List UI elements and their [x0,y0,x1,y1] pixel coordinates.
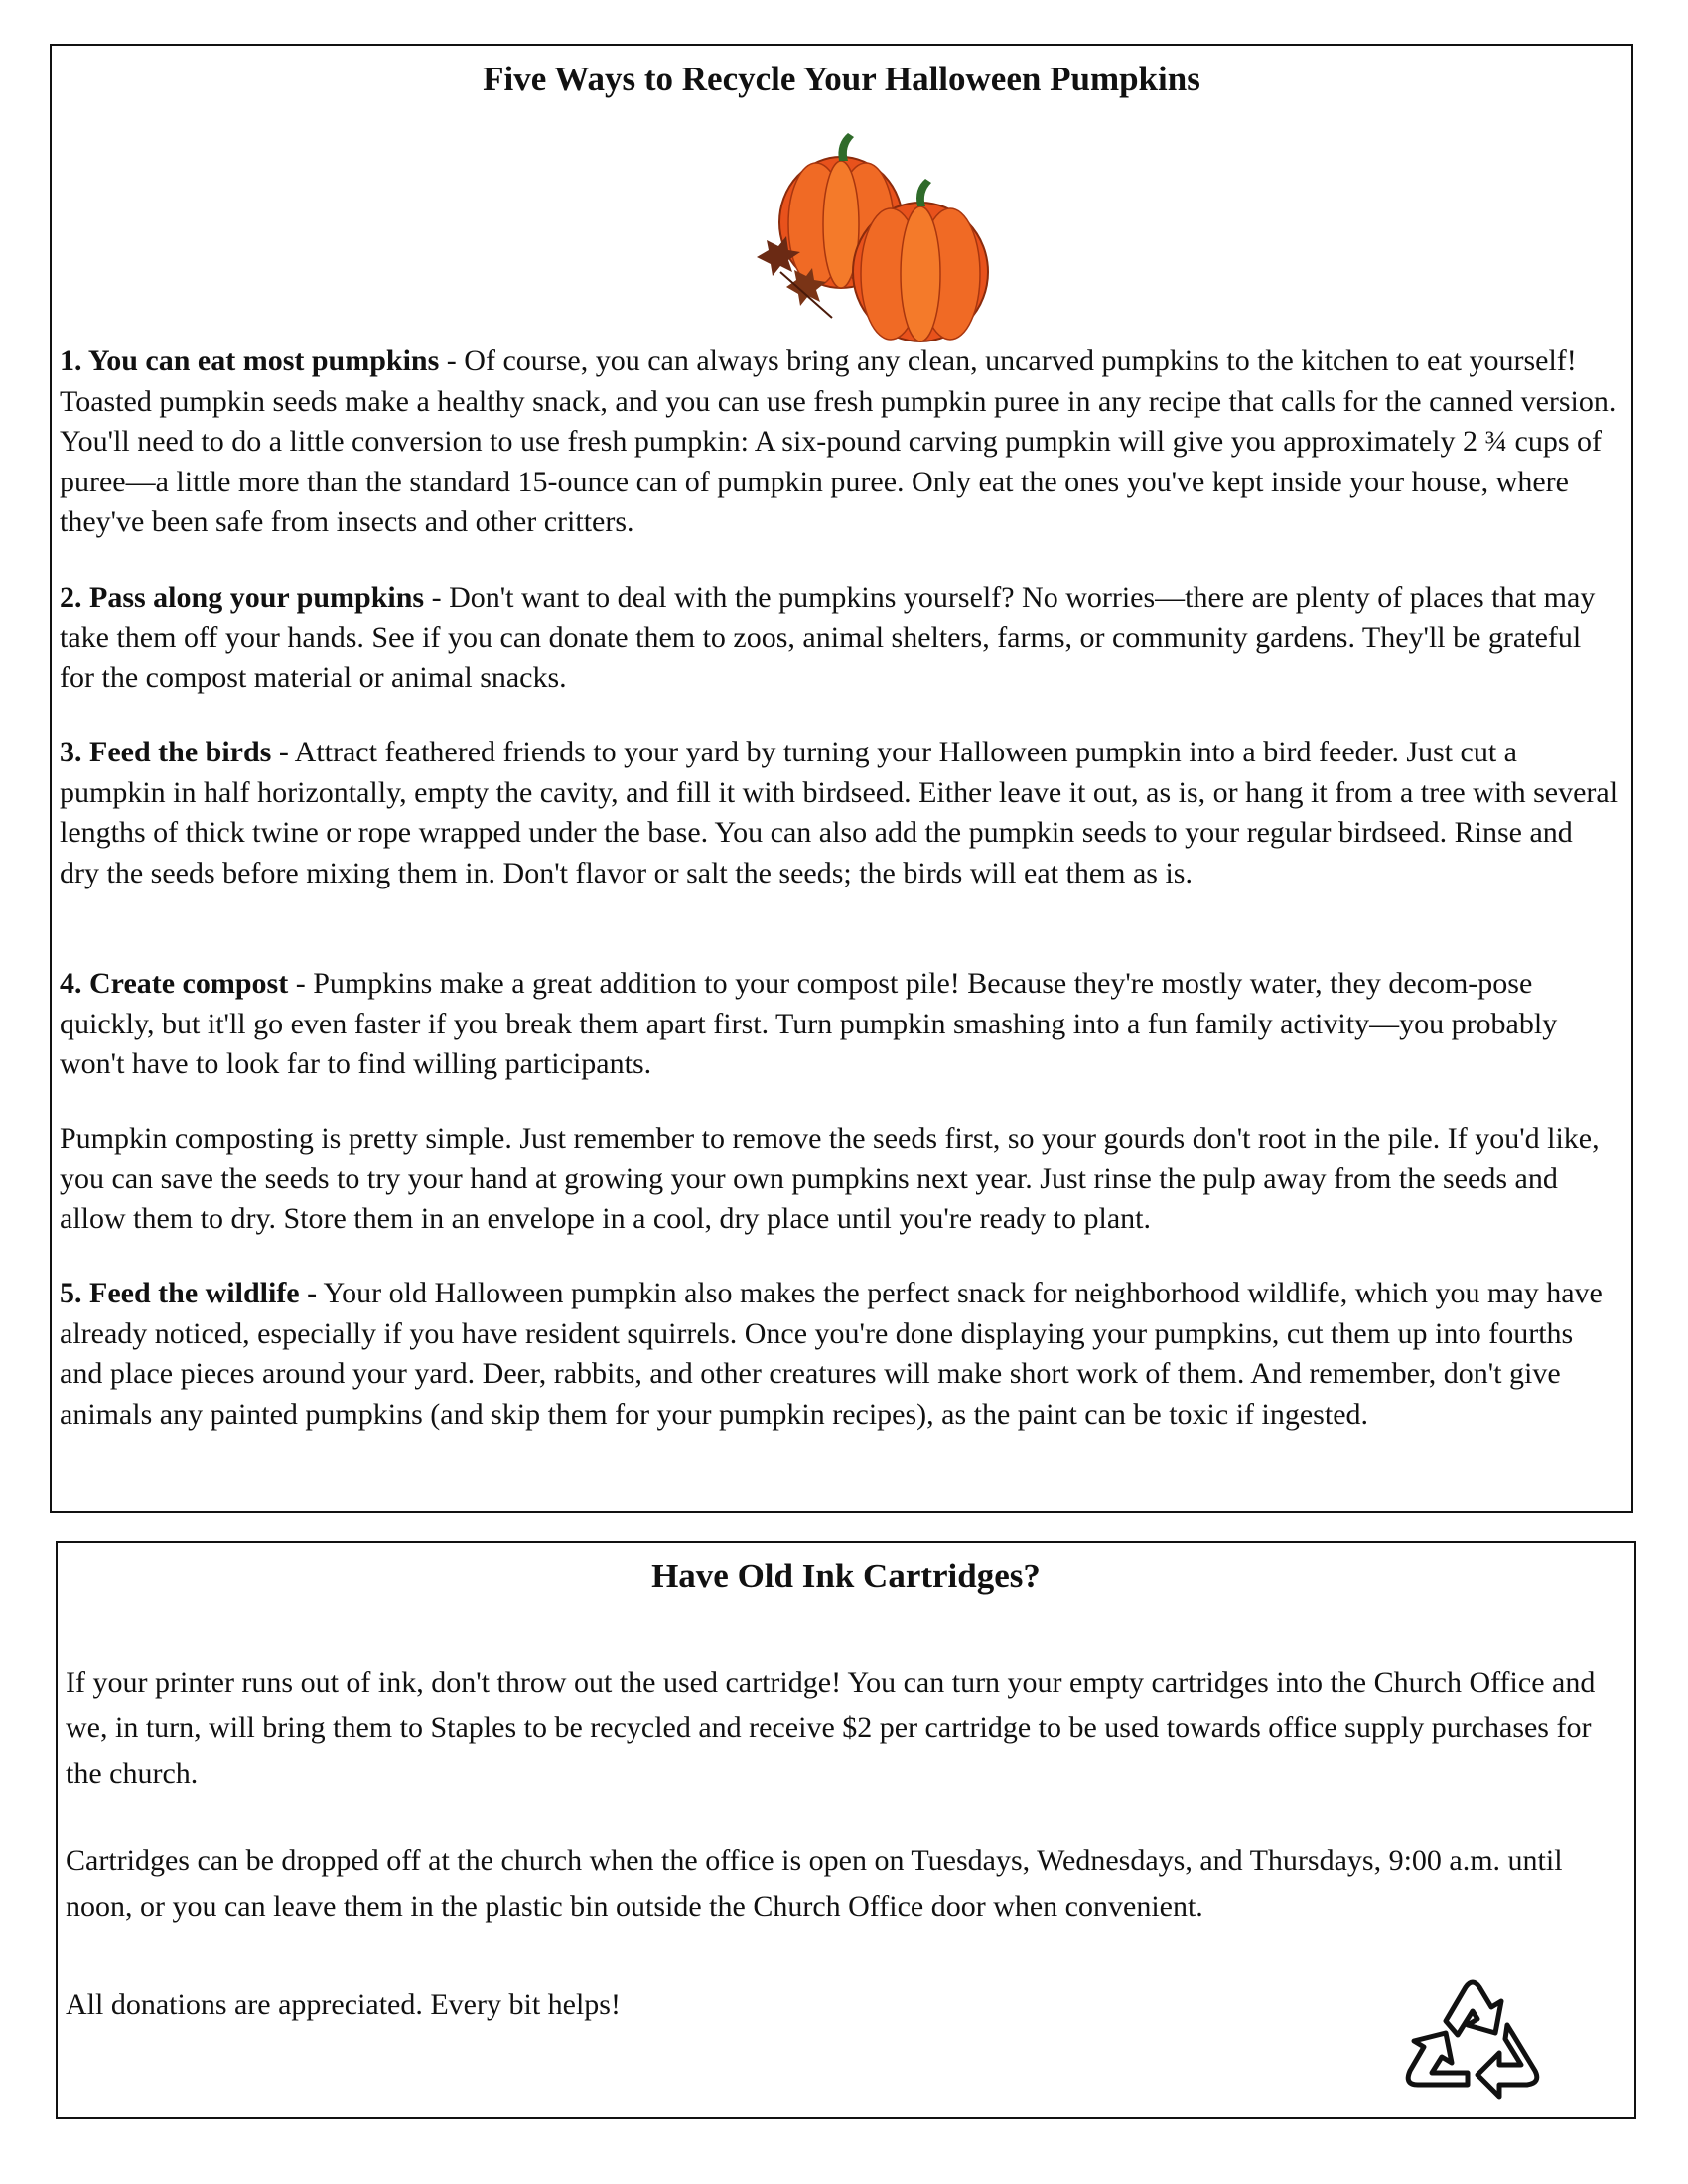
pumpkin-item-2-text: - Don't want to deal with the pumpkins yourself? No worries—there are plenty of places that may take them off your hands. See if you can donate them to zoos, animal shelters, farms, or community gardens. They'll be grateful for the compost material or animal snacks. [60,581,1596,694]
pumpkin-item-1-text: - Of course, you can always bring any clean, uncarved pumpkins to the kitchen to eat yourself! Toasted pumpkin seeds make a healthy snack, and you can use fresh pumpkin puree in any recipe that calls for the canned version. You'll need to do a little conversion to use fresh pumpkin: A six-pound carving pumpkin will give you approximately 2 ¾ cups of puree—a little more than the standard 15-ounce can of pumpkin puree. Only eat the ones you've kept inside your house, where they've been safe from insects and other critters. [60,344,1617,538]
pumpkin-item-1-heading: 1. You can eat most pumpkins [60,344,440,377]
pumpkin-item-5-heading: 5. Feed the wildlife [60,1277,300,1309]
ink-article-title: Have Old Ink Cartridges? [651,1557,1041,1595]
ink-paragraph-1 [66,1660,1622,1797]
ink-paragraph-1-text: If your printer runs out of ink, don't throw out the used cartridge! You can turn your empty cartridges into the Church Office and we, in turn, will bring them to Staples to be recycled and receive $2 per cartridge to be used towards office supply purchases for the church. [66,1666,1596,1790]
pumpkin-composting-paragraph [60,1119,1619,1240]
ink-paragraph-2-text: Cartridges can be dropped off at the church when the office is open on Tuesdays, Wednesdays, and Thursdays, 9:00 a.m. until noon, or you can leave them in the plastic bin outside the Church Office door when convenient. [66,1844,1563,1923]
pumpkin-item-3-heading: 3. Feed the birds [60,736,272,768]
pumpkin-item-4 [60,964,1619,1085]
pumpkin-item-3-text: - Attract feathered friends to your yard by turning your Halloween pumpkin into a bird feeder. Just cut a pumpkin in half horizontally, empty the cavity, and fill it with birdseed. Either leave it out, as is, or hang it from a tree with several lengths of thick twine or rope wrapped under the base. You can also add the pumpkin seeds to your regular birdseed. Rinse and dry the seeds before mixing them in. Don't flavor or salt the seeds; the birds will eat them as is. [60,736,1618,889]
pumpkin-item-4-heading: 4. Create compost [60,967,289,1000]
pumpkin-item-3 [60,733,1619,893]
pumpkin-item-2 [60,578,1619,699]
ink-paragraph-2 [66,1839,1622,1930]
pumpkin-item-5-text: - Your old Halloween pumpkin also makes the perfect snack for neighborhood wildlife, which you may have already noticed, especially if you have resident squirrels. Once you're done displaying your pumpkins, cut them up into fourths and place pieces around your yard. Deer, rabbits, and other creatures will make short work of them. And remember, don't give animals any painted pumpkins (and skip them for your pumpkin recipes), as the paint can be toxic if ingested. [60,1277,1603,1431]
pumpkin-item-2-heading: 2. Pass along your pumpkins [60,581,425,614]
pumpkin-item-5 [60,1274,1619,1434]
pumpkin-item-4-text: - Pumpkins make a great addition to your compost pile! Because they're mostly water, they decom-pose quickly, but it'll go even faster if you break them apart first. Turn pumpkin smashing into a fun family activity—you probably won't have to look far to find willing participants. [60,967,1558,1080]
pumpkin-item-1 [60,341,1619,543]
pumpkin-article-title: Five Ways to Recycle Your Halloween Pumpkins [483,60,1200,98]
ink-paragraph-3-text: All donations are appreciated. Every bit helps! [66,1988,621,2021]
pumpkin-article [50,44,1633,1513]
pumpkin-composting-text: Pumpkin composting is pretty simple. Just remember to remove the seeds first, so your gourds don't root in the pile. If you'd like, you can save the seeds to try your hand at growing your own pumpkins next year. Just rinse the pulp away from the seeds and allow them to dry. Store them in an envelope in a cool, dry place until you're ready to plant. [60,1122,1600,1235]
ink-cartridge-article [56,1541,1636,2119]
recycle-icon [1388,1960,1557,2109]
pumpkin-illustration [737,123,1015,351]
